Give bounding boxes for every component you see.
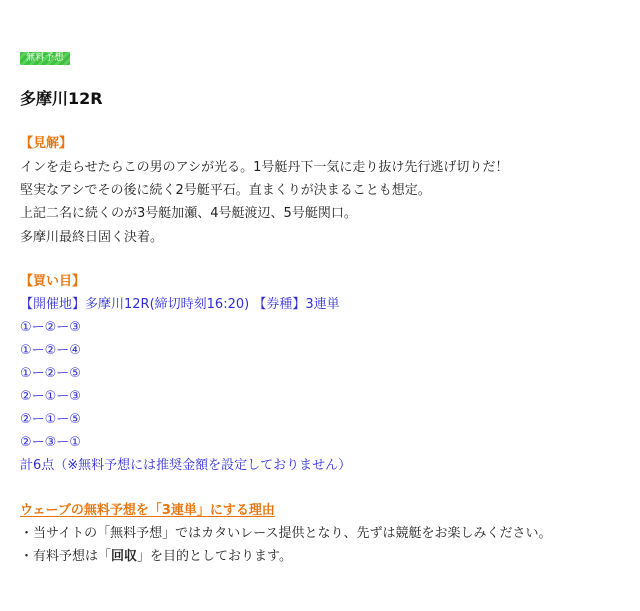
venue-info: 【開催地】多摩川12R(締切時刻16:20) 【券種】3連単 [20, 297, 340, 312]
analysis-line: 堅実なアシでその後に続く2号艇平石。直まくりが決まることも想定。 [20, 183, 431, 198]
total-count: 計6点（※無料予想には推奨金額を設定しておりません） [20, 458, 352, 473]
combo-item: ②ー①ー⑤ [20, 412, 81, 427]
free-prediction-badge: 無料予想 [20, 52, 70, 65]
analysis-line: インを走らせたらこの男のアシが光る。1号艇丹下一気に走り抜け先行逃げ切りだ！ [20, 160, 509, 175]
reason-text: 」を目的としております。 [137, 549, 292, 564]
analysis-line: 多摩川最終日固く決着。 [20, 230, 164, 245]
combo-item: ②ー①ー③ [20, 389, 81, 404]
picks-heading: 【買い目】 [20, 274, 86, 289]
reason-title: ウェーブの無料予想を「3連単」にする理由 [20, 503, 275, 518]
analysis-line: 上記二名に続くのが3号艇加瀬、4号艇渡辺、5号艇関口。 [20, 206, 357, 221]
reason-line [20, 547, 292, 567]
reason-text: ・有料予想は「 [20, 549, 112, 564]
combo-item: ①ー②ー⑤ [20, 366, 81, 381]
combo-item: ②ー③ー① [20, 435, 81, 450]
combo-item: ①ー②ー④ [20, 343, 81, 358]
analysis-heading: 【見解】 [20, 136, 73, 151]
reason-line: ・当サイトの「無料予想」ではカタいレース提供となり、先ずは競艇をお楽しみください。 [20, 526, 552, 541]
reason-emphasis: 回収 [111, 549, 138, 564]
combo-item: ①ー②ー③ [20, 320, 81, 335]
race-title: 多摩川12R [20, 89, 103, 108]
